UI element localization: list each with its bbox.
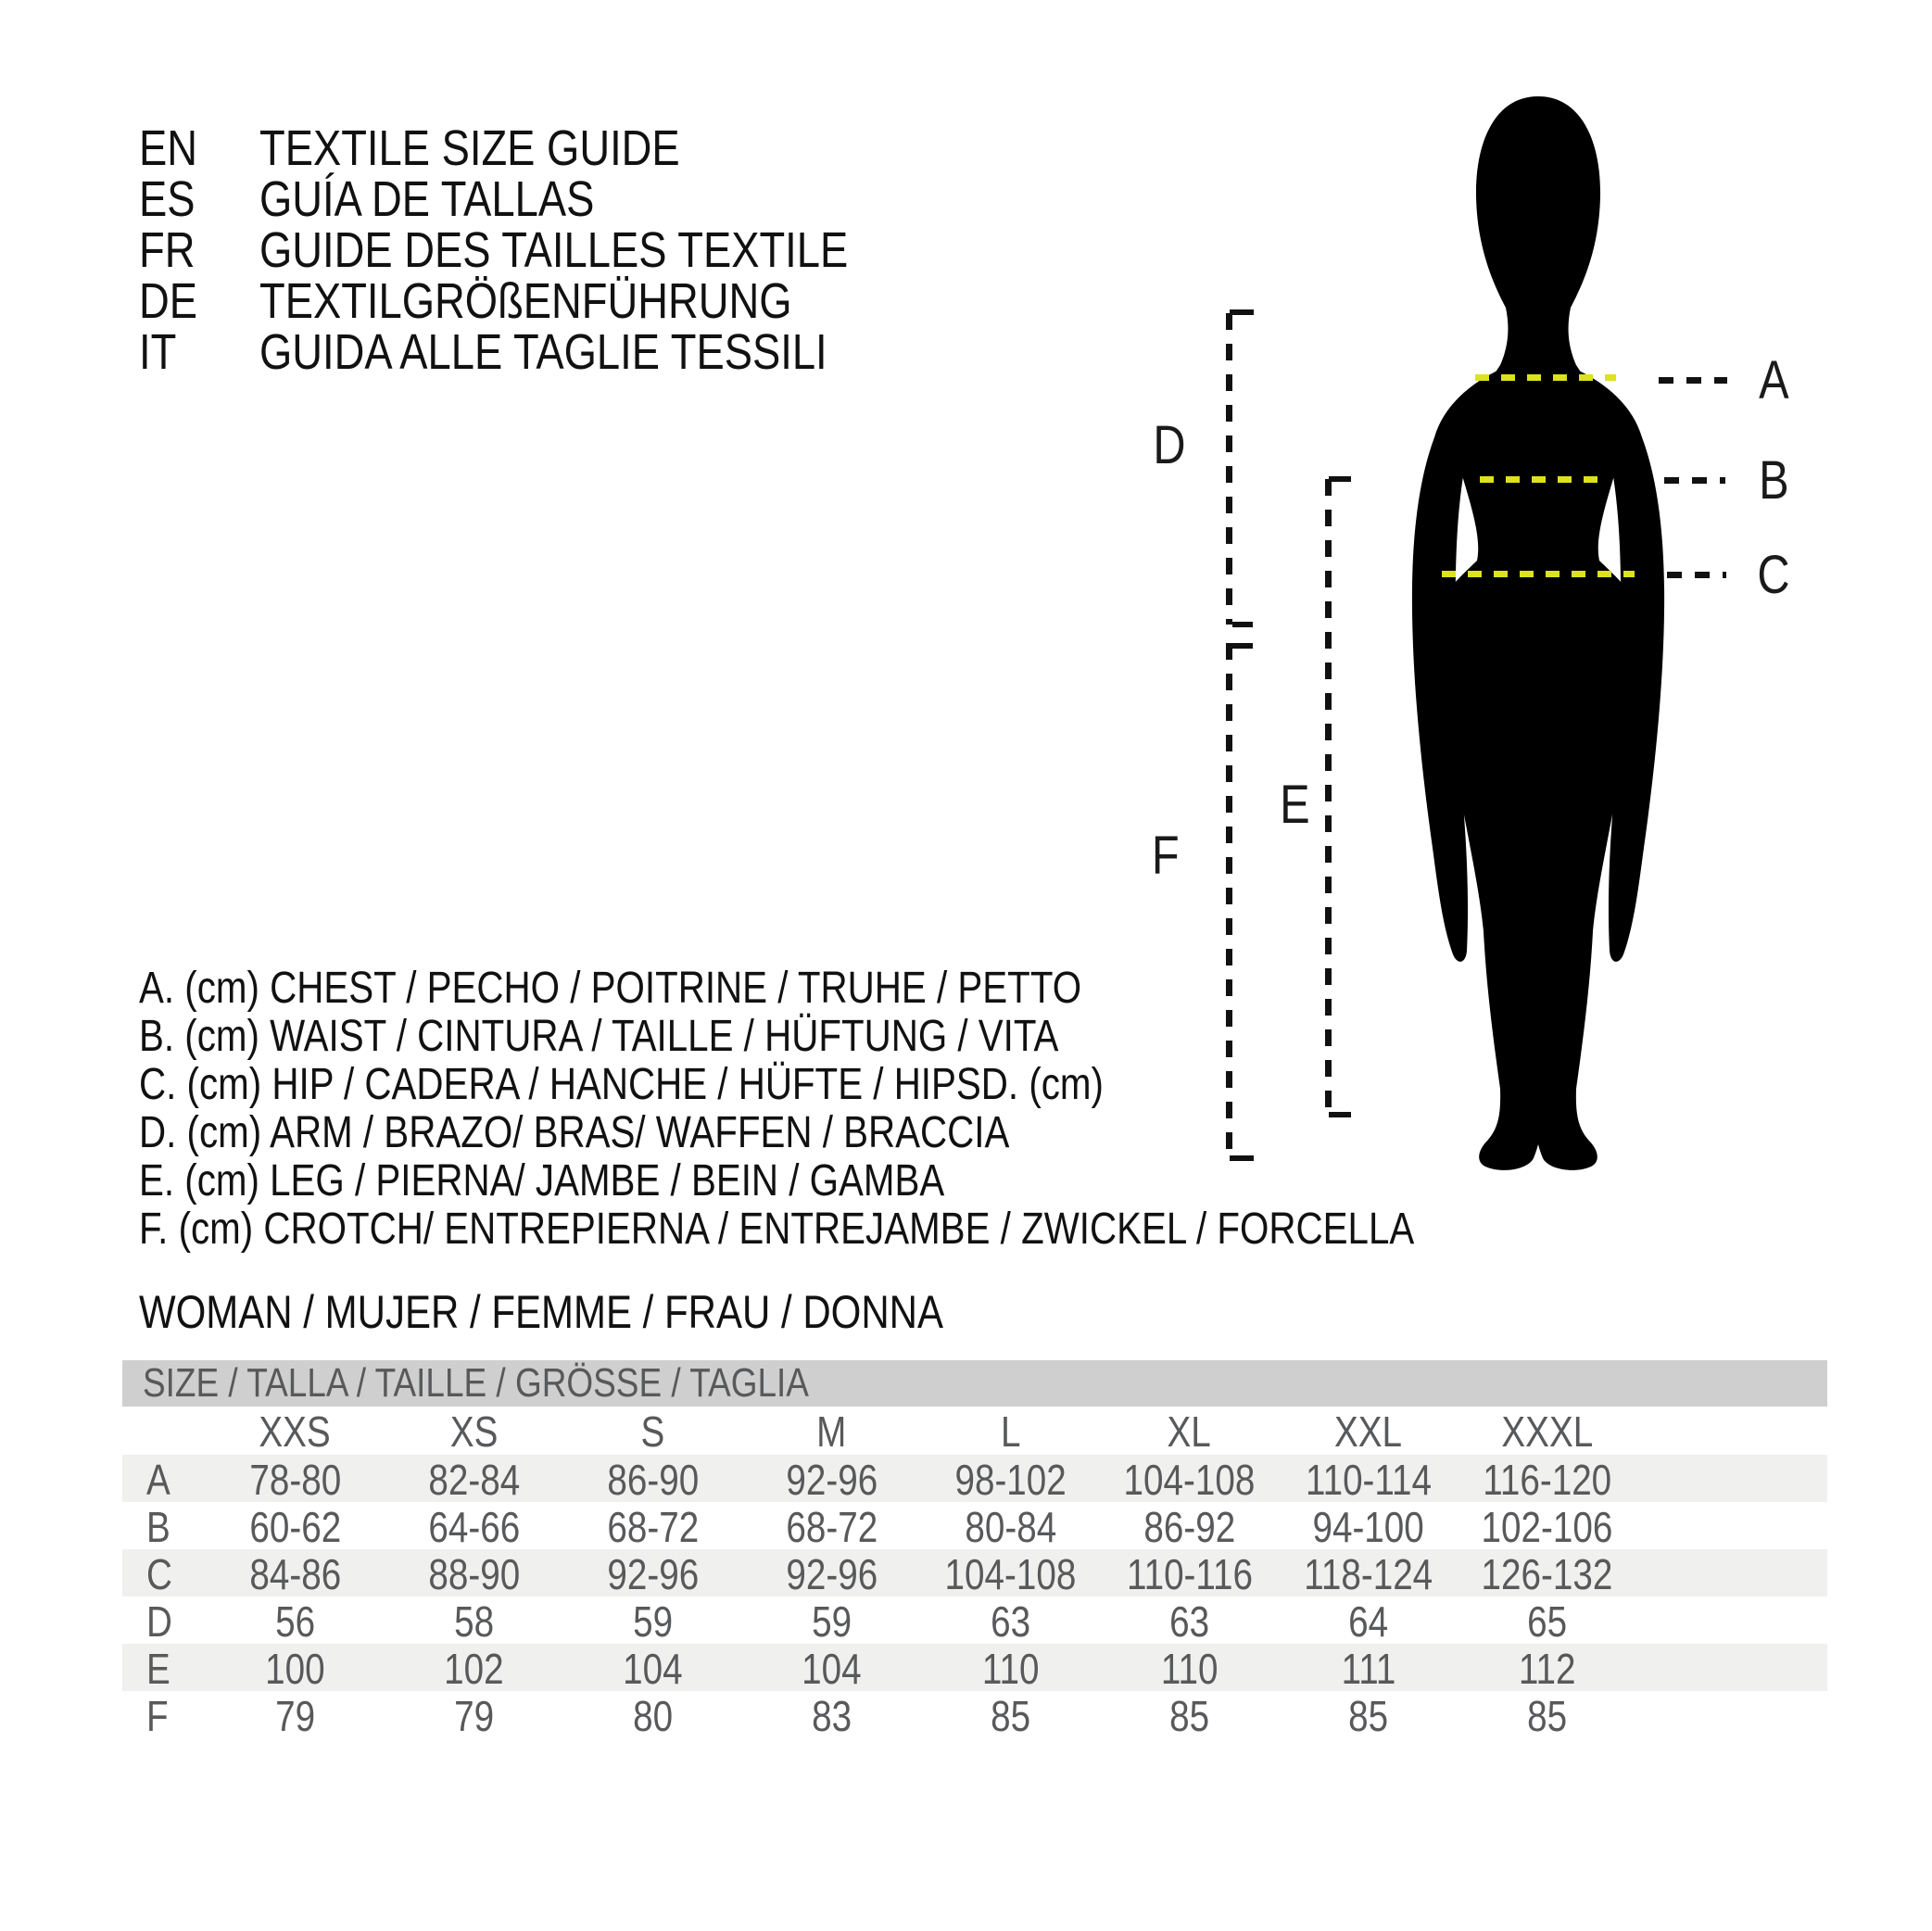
measurement-value: 111	[1341, 1645, 1395, 1693]
measurement-value: 85	[1169, 1692, 1209, 1740]
measurement-value: 110	[1160, 1645, 1219, 1693]
measurement-value: 102-106	[1481, 1503, 1613, 1551]
callout-label-arm: D	[1153, 414, 1186, 475]
measurement-value: 86-90	[607, 1456, 699, 1504]
measurement-row-E	[122, 1644, 1827, 1691]
measurement-value: 102	[444, 1645, 504, 1693]
measurement-value: 88-90	[428, 1550, 520, 1598]
chest-measure-line	[1475, 374, 1616, 381]
measurement-value: 92-96	[786, 1456, 878, 1504]
waist-callout-line	[1664, 477, 1725, 484]
measurement-value: 63	[1169, 1597, 1209, 1646]
arm-measure-tick-bottom	[1232, 622, 1253, 627]
hip-callout-line	[1667, 572, 1726, 578]
measurement-row-F	[122, 1691, 1827, 1738]
measurement-value: 85	[1527, 1692, 1567, 1740]
language-title: GUIDE DES TAILLES TEXTILE	[259, 221, 849, 278]
measurement-value: 80	[633, 1692, 673, 1740]
measurement-value: 78-80	[249, 1456, 341, 1504]
measurement-value: 59	[633, 1597, 673, 1646]
measurement-value: 84-86	[249, 1550, 341, 1598]
row-label: F	[146, 1692, 169, 1740]
measurement-value: 110-116	[1126, 1550, 1253, 1598]
measurement-value: 58	[454, 1597, 494, 1646]
measurement-value: 82-84	[428, 1456, 520, 1504]
measurement-value: 79	[454, 1692, 494, 1740]
size-table-title: SIZE / TALLA / TAILLE / GRÖSSE / TAGLIA	[143, 1360, 809, 1406]
size-header-row	[122, 1407, 1827, 1455]
callout-label-chest: A	[1758, 349, 1789, 410]
measurement-row-C	[122, 1549, 1827, 1597]
measurement-value: 83	[812, 1692, 852, 1740]
callout-label-hip: C	[1757, 544, 1790, 605]
measurement-value: 110	[981, 1645, 1040, 1693]
row-label: C	[146, 1550, 172, 1598]
measurement-legend	[139, 964, 1657, 1253]
size-column-header: XS	[449, 1407, 499, 1456]
measurement-value: 104	[623, 1645, 683, 1693]
chest-callout-line	[1659, 377, 1727, 384]
row-label: E	[146, 1645, 170, 1693]
measurement-value: 64	[1348, 1597, 1388, 1646]
size-column-header: XXL	[1333, 1407, 1403, 1456]
size-header-spacer	[122, 1407, 206, 1457]
measurement-value: 63	[991, 1597, 1030, 1646]
measurement-row-D	[122, 1597, 1827, 1644]
arm-measure-tick-top	[1230, 309, 1254, 315]
row-label: B	[146, 1503, 170, 1551]
language-code: DE	[139, 272, 198, 329]
measurement-value: 68-72	[786, 1503, 878, 1551]
measurement-value: 85	[991, 1692, 1030, 1740]
measurement-value: 86-92	[1143, 1503, 1235, 1551]
legend-row: D. (cm) ARM / BRAZO/ BRAS/ WAFFEN / BRACCIA	[139, 1107, 1010, 1157]
measurement-value: 112	[1518, 1645, 1576, 1693]
measurement-row-A	[122, 1455, 1827, 1502]
legend-row: C. (cm) HIP / CADERA / HANCHE / HÜFTE / HIPSD. (cm)	[139, 1059, 1104, 1109]
gender-heading: WOMAN / MUJER / FEMME / FRAU / DONNA	[139, 1286, 943, 1338]
arm-measure-line	[1226, 313, 1232, 625]
language-code: ES	[139, 170, 196, 227]
callout-label-leg: E	[1279, 774, 1310, 835]
language-title: TEXTILGRÖßENFÜHRUNG	[259, 272, 792, 329]
row-label: D	[146, 1597, 172, 1646]
size-column-header: L	[1000, 1407, 1021, 1456]
measurement-value: 85	[1348, 1692, 1388, 1740]
measurement-value: 64-66	[428, 1503, 520, 1551]
measurement-value: 110-114	[1305, 1456, 1432, 1504]
crotch-measure-tick-top	[1232, 643, 1253, 649]
measurement-value: 104-108	[944, 1550, 1077, 1598]
language-row	[139, 120, 960, 176]
legend-row: A. (cm) CHEST / PECHO / POITRINE / TRUHE / PETTO	[139, 963, 1082, 1013]
measurement-value: 94-100	[1312, 1503, 1424, 1551]
language-code: EN	[139, 120, 198, 176]
measurement-value: 68-72	[607, 1503, 699, 1551]
measurement-value: 92-96	[607, 1550, 699, 1598]
language-row	[139, 221, 960, 278]
row-label: A	[146, 1456, 170, 1504]
size-column-header: S	[640, 1407, 665, 1456]
measurement-value: 104-108	[1123, 1456, 1256, 1504]
measurement-value: 100	[265, 1645, 325, 1693]
language-title: GUÍA DE TALLAS	[259, 170, 595, 227]
measurement-value: 65	[1527, 1597, 1567, 1646]
legend-row: E. (cm) LEG / PIERNA/ JAMBE / BEIN / GAMBA	[139, 1155, 945, 1205]
measurement-value: 118-124	[1304, 1550, 1433, 1598]
size-table-title-band	[122, 1360, 1827, 1407]
size-table	[122, 1360, 1827, 1738]
language-title: TEXTILE SIZE GUIDE	[259, 120, 680, 176]
language-title: GUIDA ALLE TAGLIE TESSILI	[259, 323, 827, 380]
measurement-value: 98-102	[954, 1456, 1067, 1504]
measurement-value: 59	[812, 1597, 852, 1646]
size-table-rows	[122, 1407, 1827, 1738]
callout-label-waist: B	[1758, 449, 1789, 511]
size-column-header: XXXL	[1501, 1407, 1593, 1456]
language-row	[139, 272, 960, 329]
size-column-header: M	[816, 1407, 847, 1456]
legend-row: F. (cm) CROTCH/ ENTREPIERNA / ENTREJAMBE / ZWICKEL / FORCELLA	[139, 1204, 1415, 1254]
language-row	[139, 323, 960, 380]
language-code: IT	[139, 323, 177, 380]
measurement-value: 56	[275, 1597, 315, 1646]
language-row	[139, 170, 960, 227]
measurement-row-B	[122, 1502, 1827, 1549]
measurement-value: 79	[275, 1692, 315, 1740]
size-column-header: XL	[1167, 1407, 1212, 1456]
hip-measure-line	[1442, 571, 1635, 577]
language-code: FR	[139, 221, 196, 278]
measurement-value: 126-132	[1481, 1550, 1613, 1598]
language-title-list	[139, 120, 960, 380]
measurement-value: 116-120	[1483, 1456, 1611, 1504]
callout-label-crotch: F	[1152, 825, 1180, 886]
waist-measure-line	[1480, 476, 1608, 483]
measurement-value: 80-84	[965, 1503, 1056, 1551]
size-column-header: XXS	[259, 1407, 332, 1456]
measurement-value: 104	[802, 1645, 862, 1693]
measurement-value: 60-62	[249, 1503, 341, 1551]
leg-measure-tick-top	[1329, 476, 1351, 482]
measurement-value: 92-96	[786, 1550, 878, 1598]
legend-row: B. (cm) WAIST / CINTURA / TAILLE / HÜFTUNG / VITA	[139, 1011, 1059, 1061]
